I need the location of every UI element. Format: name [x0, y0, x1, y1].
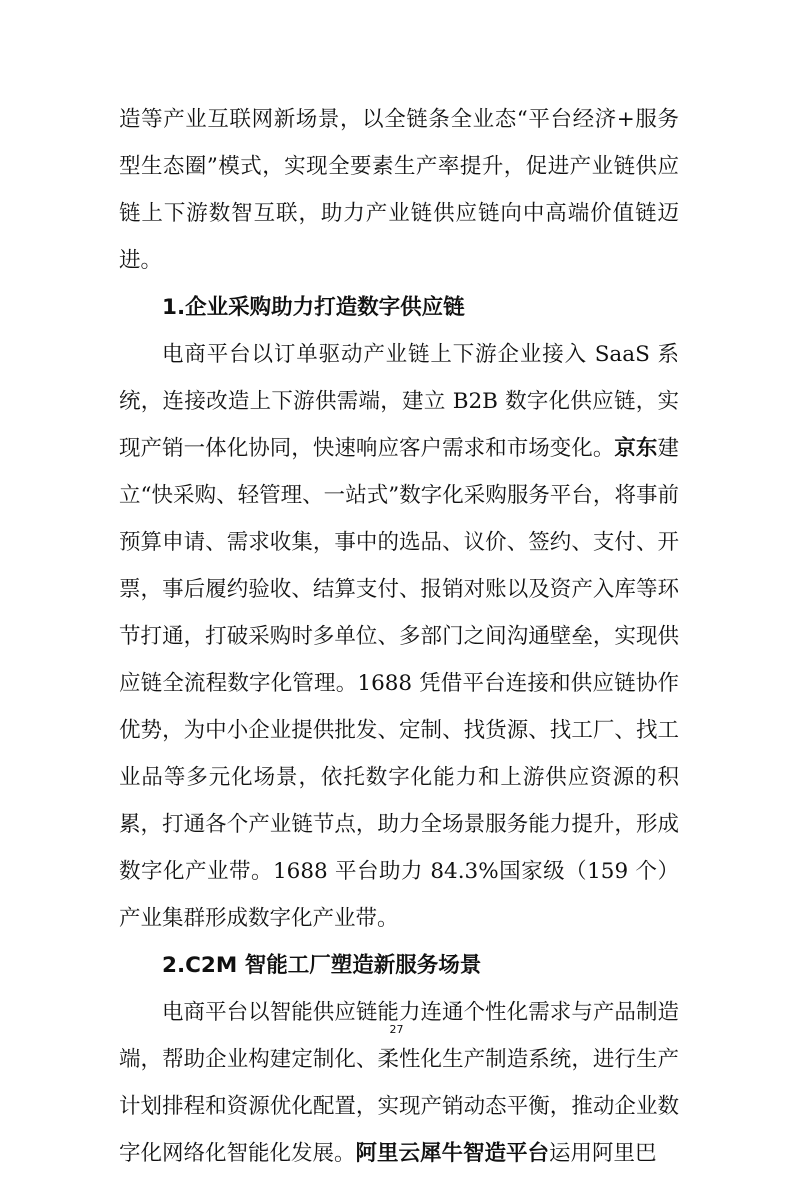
company-name-jd: 京东 — [614, 436, 658, 461]
section-heading-2: 2.C2M 智能工厂塑造新服务场景 — [162, 953, 482, 978]
page-number: 27 — [389, 1023, 404, 1036]
paragraph-procurement-text-2: 建立“快采购、轻管理、一站式”数字化采购服务平台，将事前预算申请、需求收集，事中的选品、议价、签约、支付、开票，事后履约验收、结算支付、报销对账以及资产入库等环节打通，打破采购时多单位、多部门之间沟通壁垒，实现供应链全流程数字化管理。1688 凭借平台连接和供应链协作优势，为中小企业提供批发、定制、找货源、找工厂、找工业品等多元化场景，依托数字化能力和上游供应资源的积累，打通各个产业链节点，助力全场景服务能力提升，形成数字化产业带。1688 平台助力 84.3%国家级（159 个）产业集群形成数字化产业带。 — [119, 436, 679, 931]
paragraph-c2m — [119, 989, 679, 1177]
paragraph-c2m-text-2: 运用阿里巴 — [549, 1141, 657, 1166]
document-body — [119, 96, 679, 1177]
section-heading-1: 1.企业采购助力打造数字供应链 — [162, 295, 465, 320]
platform-name-xiniu: 阿里云犀牛智造平台 — [355, 1141, 550, 1166]
paragraph-intro: 造等产业互联网新场景，以全链条全业态“平台经济+服务型生态圈”模式，实现全要素生产率提升，促进产业链供应链上下游数智互联，助力产业链供应链向中高端价值链迈进。 — [119, 107, 679, 273]
paragraph-procurement-text-1: 电商平台以订单驱动产业链上下游企业接入 SaaS 系统，连接改造上下游供需端，建立 B2B 数字化供应链，实现产销一体化协同，快速响应客户需求和市场变化。 — [119, 342, 679, 461]
paragraph-procurement — [119, 331, 679, 942]
paragraph-c2m-text-1: 电商平台以智能供应链能力连通个性化需求与产品制造端，帮助企业构建定制化、柔性化生产制造系统，进行生产计划排程和资源优化配置，实现产销动态平衡，推动企业数字化网络化智能化发展。 — [119, 1000, 679, 1166]
